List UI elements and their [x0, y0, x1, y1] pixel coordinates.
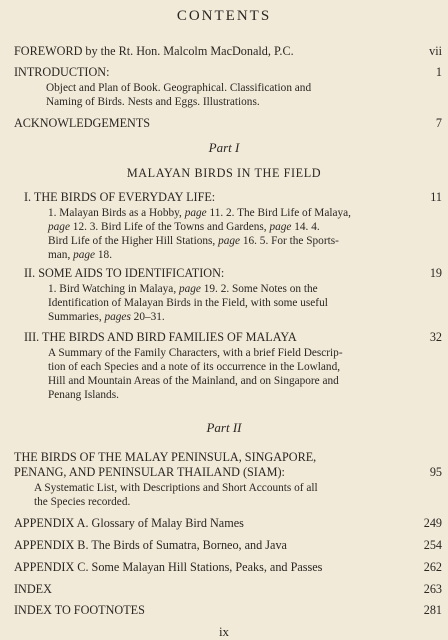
toc-page-appendix-b: 254 — [423, 538, 442, 552]
chapter-2-desc-line: Summaries, pages 20–31. — [48, 311, 165, 323]
toc-page-appendix-a: 249 — [423, 516, 442, 530]
toc-page-chapter-1: 11 — [430, 190, 442, 204]
toc-page-index-footnotes: 281 — [423, 603, 442, 617]
toc-entry-index-footnotes: INDEX TO FOOTNOTES — [14, 603, 145, 617]
part-two-heading: Part II — [206, 420, 242, 435]
chapter-2-desc-line: 1. Bird Watching in Malaya, page 19. 2. Some Notes on the — [48, 283, 318, 295]
toc-entry-chapter-1: I. THE BIRDS OF EVERYDAY LIFE: — [24, 190, 216, 204]
toc-entry-acknowledgements: ACKNOWLEDGEMENTS — [14, 116, 151, 130]
chapter-3-desc-line: tion of each Species and a note of its occurrence in the Lowland, — [48, 361, 341, 373]
toc-entry-chapter-2: II. SOME AIDS TO IDENTIFICATION: — [24, 266, 225, 280]
chapter-2-desc-line: Identification of Malayan Birds in the Field, with some useful — [48, 297, 328, 309]
toc-entry-introduction: INTRODUCTION: — [14, 65, 110, 79]
introduction-desc-line: Naming of Birds. Nests and Eggs. Illustrations. — [46, 96, 260, 108]
toc-page-introduction: 1 — [435, 65, 442, 79]
part-one-heading: Part I — [208, 140, 240, 155]
systematic-list-desc-line: the Species recorded. — [34, 496, 131, 508]
toc-page-appendix-c: 262 — [423, 560, 442, 574]
toc-entry-systematic-list-line2: PENANG, AND PENINSULAR THAILAND (SIAM): — [14, 465, 285, 479]
systematic-list-desc-line: A Systematic List, with Descriptions and Short Accounts of all — [34, 482, 318, 494]
toc-page-index: 263 — [423, 582, 442, 596]
toc-entry-chapter-3: III. THE BIRDS AND BIRD FAMILIES OF MALAYA — [24, 330, 297, 344]
toc-page-chapter-3: 32 — [429, 330, 442, 344]
toc-page-chapter-2: 19 — [429, 266, 442, 280]
chapter-3-desc-line: Penang Islands. — [48, 389, 119, 401]
toc-entry-index: INDEX — [14, 582, 52, 596]
toc-entry-appendix-a: APPENDIX A. Glossary of Malay Bird Names — [14, 516, 244, 530]
chapter-3-desc-line: Hill and Mountain Areas of the Mainland, and on Singapore and — [48, 375, 339, 387]
chapter-1-desc-line: man, page 18. — [48, 249, 113, 261]
chapter-1-desc-line: 1. Malayan Birds as a Hobby, page 11. 2. The Bird Life of Malaya, — [48, 207, 351, 219]
toc-entry-systematic-list-line1: THE BIRDS OF THE MALAY PENINSULA, SINGAPORE, — [14, 450, 317, 464]
toc-page-acknowledgements: 7 — [435, 116, 442, 130]
toc-entry-appendix-b: APPENDIX B. The Birds of Sumatra, Borneo, and Java — [14, 538, 287, 552]
part-one-section-title: MALAYAN BIRDS IN THE FIELD — [126, 166, 322, 180]
page-title: CONTENTS — [176, 8, 272, 24]
toc-entry-appendix-c: APPENDIX C. Some Malayan Hill Stations, Peaks, and Passes — [14, 560, 323, 574]
chapter-1-desc-line: page 12. 3. Bird Life of the Towns and Gardens, page 14. 4. — [48, 221, 320, 233]
toc-page-foreword: vii — [429, 44, 442, 58]
chapter-1-desc-line: Bird Life of the Higher Hill Stations, page 16. 5. For the Sports- — [48, 235, 339, 247]
toc-entry-foreword: FOREWORD by the Rt. Hon. Malcolm MacDonald, P.C. — [14, 44, 294, 58]
introduction-desc-line: Object and Plan of Book. Geographical. Classification and — [46, 82, 312, 94]
toc-page-systematic-list: 95 — [429, 465, 442, 479]
chapter-3-desc-line: A Summary of the Family Characters, with a brief Field Descrip- — [48, 347, 343, 359]
page-number: ix — [218, 624, 230, 639]
